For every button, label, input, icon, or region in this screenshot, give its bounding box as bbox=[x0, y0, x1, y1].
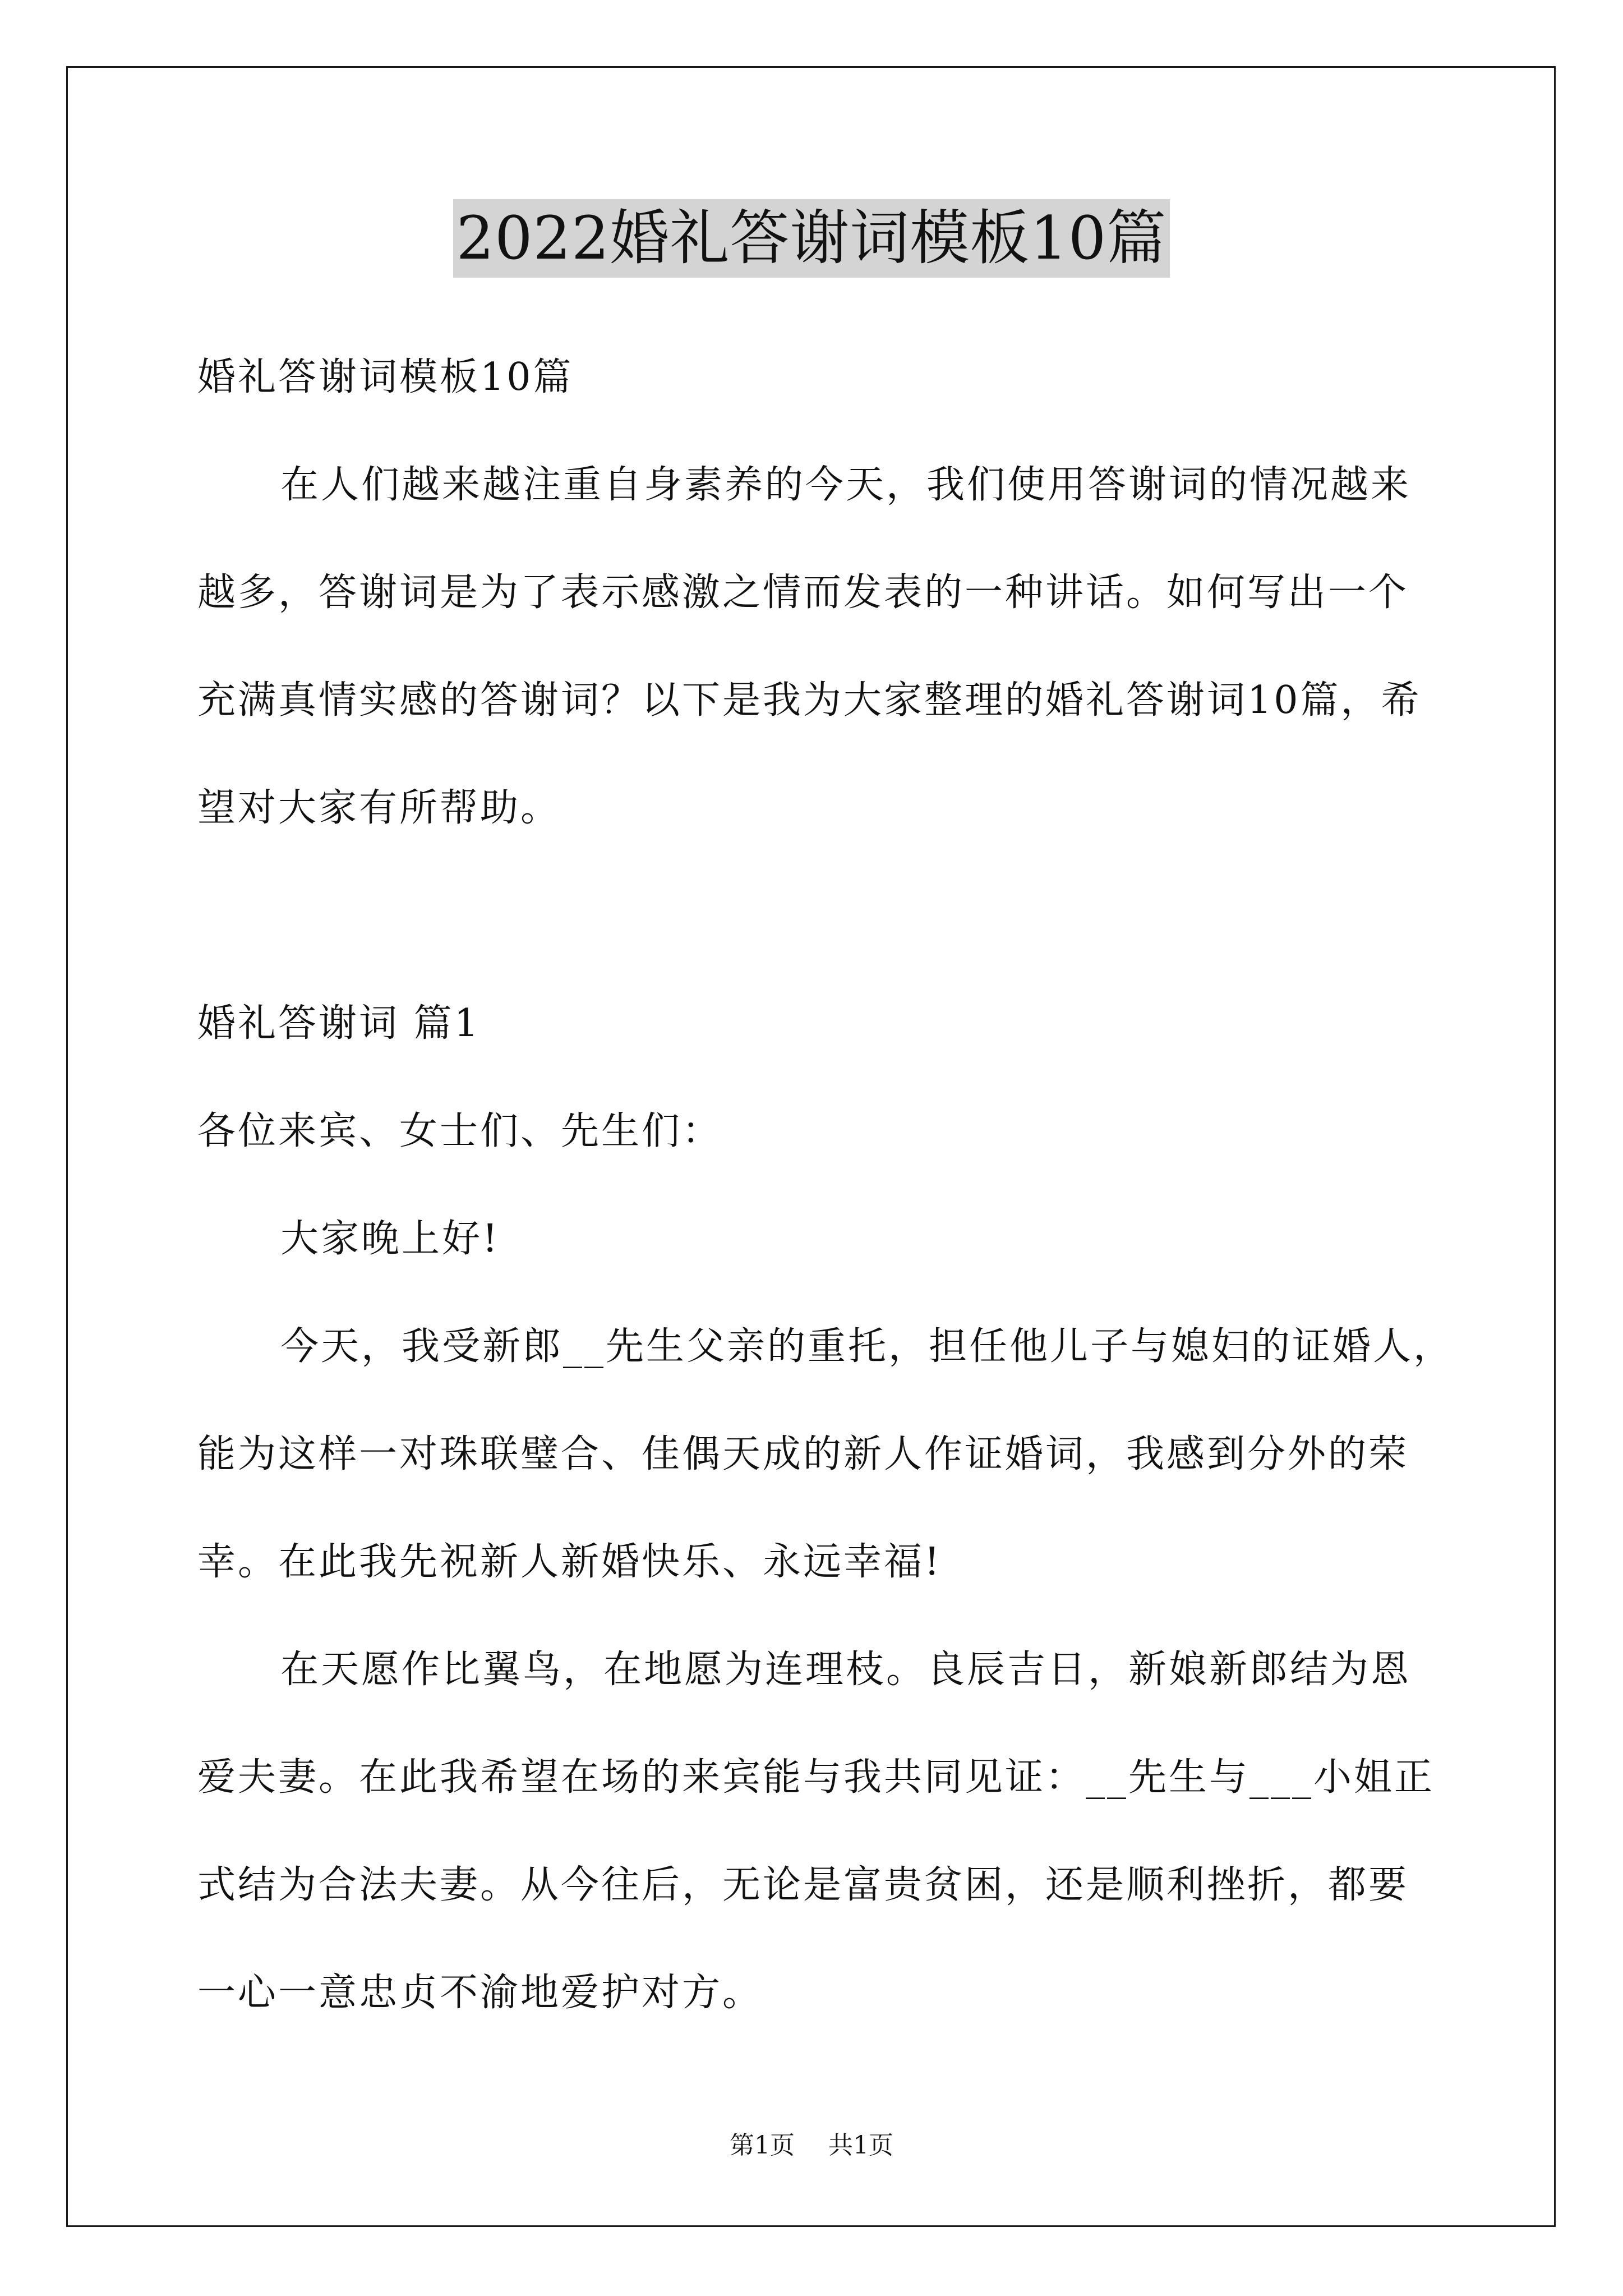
intro-line: 在人们越来越注重自身素养的今天，我们使用答谢词的情况越来 bbox=[280, 463, 1412, 507]
paragraph-line: 式结为合法夫妻。从今往后，无论是富贵贫困，还是顺利挫折，都要 bbox=[197, 1863, 1409, 1907]
paragraph-line: 爱夫妻。在此我希望在场的来宾能与我共同见证：__先生与___小姐正 bbox=[197, 1755, 1435, 1800]
paragraph-line: 幸。在此我先祝新人新婚快乐、永远幸福! bbox=[197, 1540, 942, 1584]
document-subtitle: 婚礼答谢词模板10篇 bbox=[197, 355, 574, 399]
paragraph-line: 今天，我受新郎__先生父亲的重托，担任他儿子与媳妇的证婚人， bbox=[280, 1324, 1454, 1369]
salutation: 各位来宾、女士们、先生们： bbox=[197, 1109, 723, 1153]
page-number: 第1页 bbox=[730, 2131, 795, 2160]
intro-line: 越多，答谢词是为了表示感激之情而发表的一种讲话。如何写出一个 bbox=[197, 570, 1409, 615]
greeting: 大家晚上好! bbox=[280, 1217, 500, 1261]
page-footer bbox=[0, 2129, 1623, 2162]
section-heading: 婚礼答谢词 篇1 bbox=[197, 1001, 481, 1046]
page-total: 共1页 bbox=[828, 2131, 893, 2160]
paragraph-line: 一心一意忠贞不渝地爱护对方。 bbox=[197, 1971, 763, 2015]
paragraph-line: 在天愿作比翼鸟，在地愿为连理枝。良辰吉日，新娘新郎结为恩 bbox=[280, 1648, 1412, 1692]
title-container bbox=[0, 199, 1623, 278]
document-title: 2022婚礼答谢词模板10篇 bbox=[453, 199, 1170, 278]
intro-line: 充满真情实感的答谢词？以下是我为大家整理的婚礼答谢词10篇，希 bbox=[197, 678, 1422, 723]
intro-line: 望对大家有所帮助。 bbox=[197, 786, 561, 830]
paragraph-line: 能为这样一对珠联璧合、佳偶天成的新人作证婚词，我感到分外的荣 bbox=[197, 1432, 1409, 1476]
